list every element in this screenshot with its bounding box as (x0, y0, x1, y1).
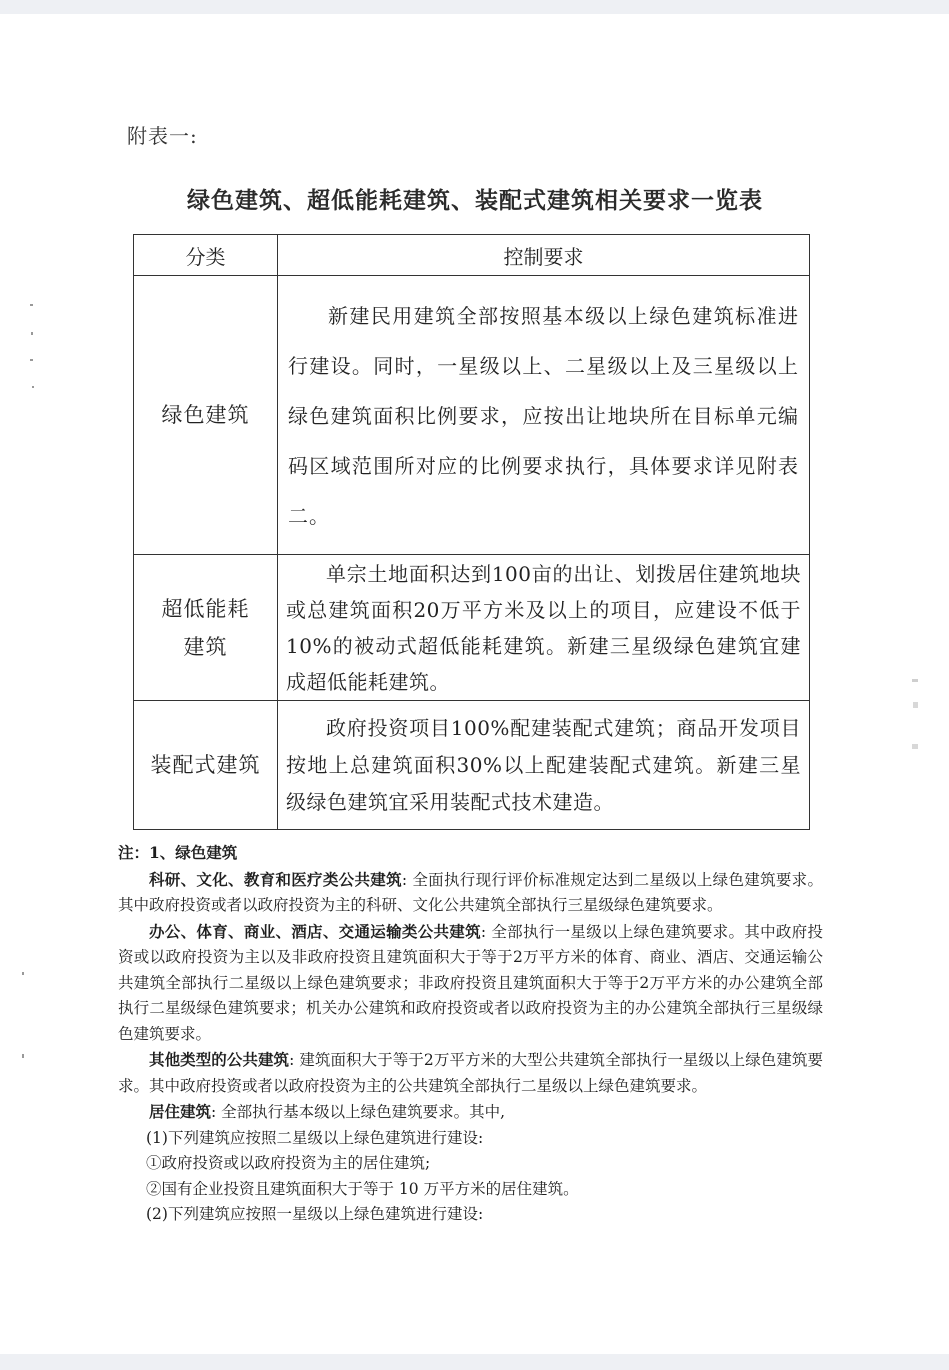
note-text: : 全面执行现行评价标准规定达到二星级以上绿色建筑要求。其中政府投资或者以政府投资为主的科研、文化公共建筑全部执行三星级绿色建筑要求。 (118, 870, 823, 914)
scan-speck (22, 1054, 24, 1058)
scan-speck (30, 304, 33, 306)
header-category: 分类 (134, 235, 278, 276)
document-title: 绿色建筑、超低能耗建筑、装配式建筑相关要求一览表 (187, 188, 763, 214)
category-ultra-low-energy (134, 555, 278, 701)
note-list-item: ①政府投资或以政府投资为主的居住建筑; (146, 1154, 431, 1172)
scan-speck (32, 386, 34, 388)
header-requirement: 控制要求 (278, 235, 810, 276)
table-row (134, 555, 810, 701)
note-list-item: ②国有企业投资且建筑面积大于等于 10 万平方米的居住建筑。 (146, 1179, 579, 1198)
note-text: : 全部执行基本级以上绿色建筑要求。其中, (211, 1103, 506, 1121)
notes-section (118, 840, 823, 1228)
requirements-table (133, 234, 810, 830)
table-row (134, 701, 810, 830)
requirement-green-building: 新建民用建筑全部按照基本级以上绿色建筑标准进行建设。同时，一星级以上、二星级以上及三星级以上绿色建筑面积比例要求，应按出让地块所在目标单元编码区域范围所对应的比例要求执行，具体要求详见附表二。 (278, 276, 810, 555)
scan-speck (31, 332, 33, 335)
category-line: 建筑 (183, 634, 228, 659)
scan-speck (30, 359, 33, 361)
note-label: 办公、体育、商业、酒店、交通运输类公共建筑 (149, 921, 481, 941)
scan-speck (22, 972, 24, 975)
category-line: 超低能耗 (161, 596, 250, 621)
notes-heading: 注：1、绿色建筑 (118, 843, 238, 862)
note-label: 其他类型的公共建筑 (149, 1050, 290, 1069)
table-row (134, 276, 810, 555)
category-green-building: 绿色建筑 (134, 276, 278, 555)
note-list-item: (2)下列建筑应按照一星级以上绿色建筑进行建设: (146, 1205, 484, 1223)
scan-speck (912, 744, 918, 749)
requirement-prefabricated: 政府投资项目100%配建装配式建筑；商品开发项目按地上总建筑面积30%以上配建装配式建筑。新建三星级绿色建筑宜采用装配式技术建造。 (278, 701, 810, 830)
note-label: 科研、文化、教育和医疗类公共建筑 (149, 869, 402, 889)
note-paragraph (118, 1047, 823, 1099)
appendix-label: 附表一: (127, 124, 198, 148)
note-paragraph (118, 919, 823, 1048)
requirement-ultra-low-energy: 单宗土地面积达到100亩的出让、划拨居住建筑地块或总建筑面积20万平方米及以上的项目，应建设不低于10%的被动式超低能耗建筑。新建三星级绿色建筑宜建成超低能耗建筑。 (278, 555, 810, 701)
note-list-item: (1)下列建筑应按照二星级以上绿色建筑进行建设: (146, 1128, 484, 1147)
table-header-row (134, 235, 810, 276)
scan-speck (913, 702, 918, 708)
note-text: : 建筑面积大于等于2万平方米的大型公共建筑全部执行一星级以上绿色建筑要求。其中政府投资或者以政府投资为主的公共建筑全部执行二星级以上绿色建筑要求。 (118, 1051, 823, 1095)
note-label: 居住建筑 (149, 1102, 212, 1121)
note-paragraph (118, 867, 823, 919)
document-page (0, 14, 949, 1354)
note-text: : 全部执行一星级以上绿色建筑要求。其中政府投资或以政府投资为主以及非政府投资且建筑面积大于等于2万平方米的体育、商业、酒店、交通运输公共建筑全部执行二星级以上绿色建筑要求；非政府投资且建筑面积大于等于2万平方米的办公建筑全部执行二星级绿色建筑要求；机关办公建筑和政府投资或者以政府投资为主的办公建筑全部执行三星级绿色建筑要求。 (118, 922, 823, 1043)
category-prefabricated: 装配式建筑 (134, 701, 278, 830)
scan-speck (912, 679, 918, 682)
note-paragraph (118, 1099, 823, 1126)
